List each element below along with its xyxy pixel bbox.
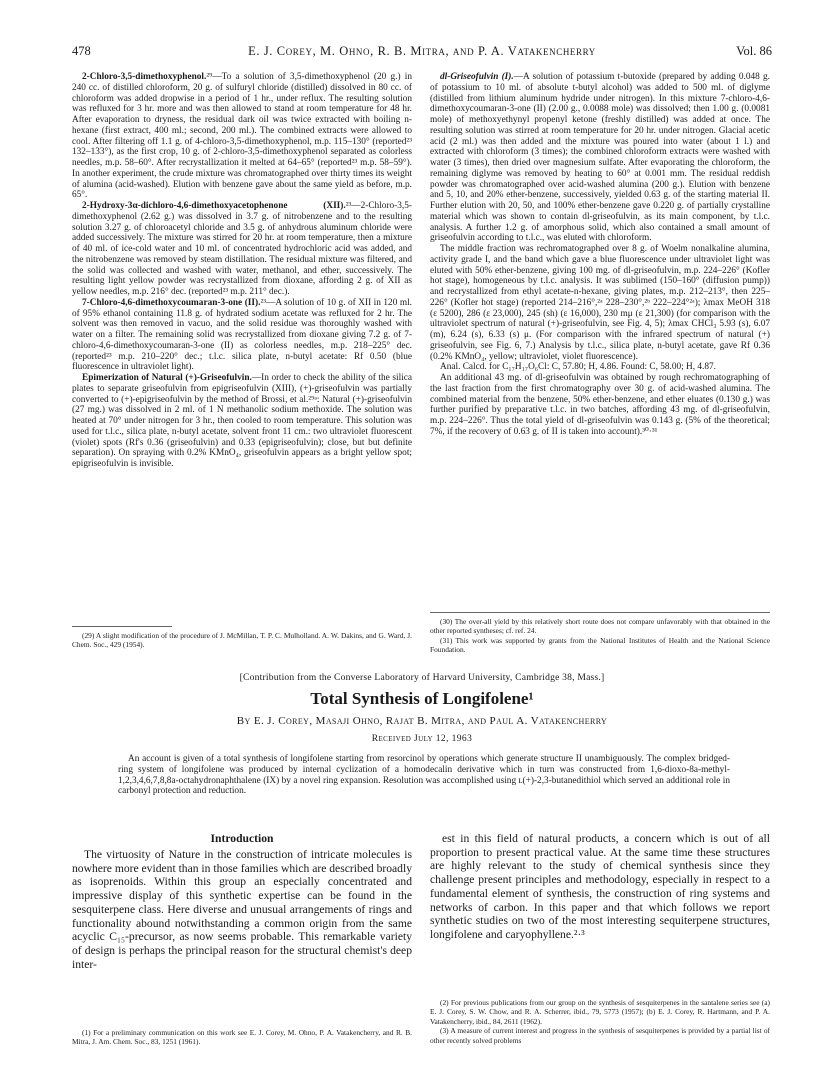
footnote-rule [72,626,172,627]
article-authors: By E. J. Corey, Masaji Ohno, Rajat B. Mitra, and Paul A. Vatakencherry [236,715,608,727]
article-title: Total Synthesis of Longifolene¹ [310,689,534,708]
footnote-rule [430,612,770,613]
footnote: (31) This work was supported by grants from the National Institutes of Health and the National Science Foundation. [430,635,770,655]
introduction-left-column [72,848,412,971]
experimental-paragraph: The middle fraction was rechromatographed over 8 g. of Woelm nonalkaline alumina, activity grade I, and the band which gave a blue fluorescence under ultraviolet light was eluted with 50% ether-benzene, giving 100 mg. of dl-griseofulvin, m.p. 224–226° (Kofler hot stage), homogeneous by t.l.c. analysis. It was sublimed (150–160° (diffusion pump)) and recrystallized from ethyl acetate-n-hexane, giving plates, m.p. 212–213°, then 225–226° (Kofler hot stage) (reported 214–216°,²ᵃ 228–230°,²ᵇ 222–224°²ᵃ); λmax MeOH 318 (ε 5200), 286 (ε 23,000), 245 (sh) (ε 16,000), 230 mμ (ε 21,300) (for comparison with the ultraviolet spectrum of natural (+)-griseofulvin, see Fig. 4, 5); λmax CHCl₃ 5.93 (s), 6.07 (m), 6.24 (s), 6.33 (s) μ. (For comparison with the infrared spectrum of natural (+) griseofulvin, see Fig. 6, 7.) Analysis by t.l.c., silica plate, n-butyl acetate, gave Rf 0.36 (0.2% KMnO₄, yellow; ultraviolet, violet fluorescence). [430,244,770,362]
footnote: (2) For previous publications from our group on the synthesis of sesquiterpenes in the santalene series see (a) E. J. Corey, S. W. Chow, and R. A. Scherrer, ibid., 79, 5773 (1957); (b) E. J. Corey, R. Hartmann, and P. A. Vatakencherry, ibid., 84, 2611 (1962). [430,998,770,1026]
prev-footnotes-left [72,631,412,650]
experimental-paragraph: 2-Hydroxy-3α-dichloro-4,6-dimethoxyacetophenone (XII).²³—2-Chloro-3,5-dimethoxyphenol (2.62 g.) was dissolved in 3.7 g. of nitrobenzene and to the resulting solution 3.27 g. of chloroacetyl chloride and 3.5 g. of anhydrous aluminum chloride were added successively. The mixture was stirred for 20 hr. at room temperature, then a mixture of 40 ml. of ice-cold water and 10 ml. of concentrated hydrochloric acid was added, and the nitrobenzene was removed by steam distillation. The residual mixture was filtered, and the solid was collected and washed with water, methanol, and ether, successively. The resulting light yellow powder was recrystallized from dioxane, affording 2 g. of XII as yellow needles, m.p. 216° dec. (reported²³ m.p. 211° dec.). [72,201,412,297]
footnote: (30) The over-all yield by this relatively short route does not compare unfavorably with that obtained in the other reported syntheses; cf. ref. 24. [430,617,770,636]
prev-footnotes-right [430,617,770,655]
page-number: 478 [72,44,91,58]
volume-label: Vol. 86 [736,44,772,58]
footnote: (3) A measure of current interest and progress in the synthesis of sesquiterpenes is provided by a partial list of other recently solved problems [430,1026,770,1045]
received-date: Received July 12, 1963 [371,734,473,744]
analysis-paragraph: Anal. Calcd. for C₁₇H₁₇O₆Cl: C, 57.80; H, 4.86. Found: C, 58.00; H, 4.87. [440,362,717,373]
experimental-paragraph: Epimerization of Natural (+)-Griseofulvin.—In order to check the ability of the silica plates to separate griseofulvin from epigriseofulvin (XIII), (+)-griseofulvin was partially converted to (+)-epigriseofulvin by the method of Brossi, et al.²⁹ᵃ: Natural (+)-griseofulvin (27 mg.) was dissolved in 2 ml. of 1 N methanolic sodium methoxide. The solution was heated at 70° under nitrogen for 3 hr., then cooled to room temperature. This solution was used for t.l.c., silica plate, n-butyl acetate, solvent front 11 cm.: two ultraviolet fluorescent (violet) spots (Rf's 0.36 (griseofulvin) and 0.33 (epigriseofulvin); close, but but definite separation). On spraying with 0.2% KMnO₄, griseofulvin appears as a bright yellow spot; epigriseofulvin is invisible. [72,373,412,469]
experimental-paragraph: 7-Chloro-4,6-dimethoxycoumaran-3-one (II).²³—A solution of 10 g. of XII in 120 ml. of 95% ethanol containing 11.8 g. of hydrated sodium acetate was refluxed for 2 hr. The solvent was then removed in vacuo, and the solid residue was thoroughly washed with water on a filter. The remaining solid was recrystallized from dioxane giving 7.2 g. of 7-chloro-4,6-dimethoxycoumaran-3-one (II) as colorless needles, m.p. 218–225° dec. (reported²³ m.p. 210–220° dec.; t.l.c. silica plate, n-butyl acetate: Rf 0.50 (blue fluorescence in ultraviolet light). [72,297,413,373]
article-footnotes-right [430,998,770,1045]
experimental-paragraph: 2-Chloro-3,5-dimethoxyphenol.²⁹—To a solution of 3,5-dimethoxyphenol (20 g.) in 240 cc. of distilled chloroform, 20 g. of sulfuryl chloride (distilled) dissolved in 80 cc. of chloroform was added dropwise in a period of 1 hr., under reflux. The resulting solution was refluxed for 3 hr. more and was then allowed to stand at room temperature for 48 hr. After evaporation to dryness, the residual dark oil was twice extracted with boiling n-hexane (first extract, 400 ml.; second, 200 ml.). The combined extracts were allowed to cool. After filtering off 1.1 g. of 4-chloro-3,5-dimethoxyphenol, m.p. 115–130° (reported²³ 132–133°), as the first crop, 10 g. of 2-chloro-3,5-dimethoxyphenol separated as colorless needles, m.p. 58–60°. After recrystallization it melted at 64–65° (reported²³ m.p. 58–59°). In another experiment, the crude mixture was chromatographed over thirty times its weight of alumina (acid-washed). Elution with benzene gave about the same yield as before, m.p. 65°. [72,72,412,201]
abstract [118,754,730,797]
contribution-line: [Contribution from the Converse Laboratory of Harvard University, Cambridge 38, Mass.] [239,672,605,683]
running-head: E. J. Corey, M. Ohno, R. B. Mitra, and P. A. Vatakencherry [248,44,596,58]
introduction-heading: Introduction [210,832,274,845]
running-header [72,44,772,62]
article-footnotes-left [72,1028,412,1047]
experimental-paragraph: dl-Griseofulvin (I).—A solution of potassium t-butoxide (prepared by adding 0.048 g. of potassium to 10 ml. of absolute t-butyl alcohol) was added to 500 ml. of diglyme (distilled from lithium aluminum hydride under nitrogen). In this mixture 7-chloro-4,6-dimethoxycoumaran-3-one (II) (2.00 g., 0.0088 mole) was dissolved; then 1.00 g. (0.0081 mole) of methoxyethynyl propenyl ketone (freshly distilled) was added at once. The resulting solution was stirred at room temperature for 20 hr. under nitrogen. Glacial acetic acid (2 ml.) was then added and the mixture was poured into water (about 1 l.) and extracted with chloroform (3 times); the combined chloroform extracts were washed with water (3 times), then dried over magnesium sulfate. After evaporating the chloroform, the remaining diglyme was removed by heating to 60° at 0.001 mm. The residual reddish powder was chromatographed over acid-washed alumina (200 g.). Elution with benzene and 5, 10, and 20% ether-benzene, successively, yielded 0.63 g. of the starting material II. Further elution with 20, 50, and 100% ether-benzene gave 0.220 g. of partially crystalline material which was shown to contain dl-griseofulvin, as its main component, by t.l.c. analysis. A further 1.2 g. of amorphous solid, which also contained a small amount of griseofulvin according to t.l.c., was eluted with chloroform. [430,72,770,244]
prev-article-left-column [72,72,412,470]
footnote: (29) A slight modification of the procedure of J. McMillan, T. P. C. Mulholland. A. W. Dakins, and G. Ward, J. Chem. Soc., 429 (1954). [72,631,412,650]
experimental-paragraph: An additional 43 mg. of dl-griseofulvin was obtained by rough rechromatographing of the last fraction from the first chromatography over 30 g. of acid-washed alumina. The combined material from the benzene, 50% ether-benzene, and ether eluates (0.130 g.) was further purified by preparative t.l.c. in two batches, affording 43 mg. of dl-griseofulvin, m.p. 224–226°. Thus the total yield of dl-griseofulvin was 0.143 g. (5% of the theoretical; 7%, if the recovery of 0.63 g. of II is taken into account).³⁰·³¹ [430,373,770,437]
body-paragraph: est in this field of natural products, a concern which is out of all proportion to present practical value. At the same time these structures are highly relevant to the study of chemical synthesis since they challenge present principles and methodology, especially in respect to a fundamental element of synthesis, the construction of ring systems and networks of carbon. In this paper and that which follows we report synthetic studies on two of the most interesting sequiterpene structures, longifolene and caryophyllene.²·³ [430,832,770,941]
abstract-text: An account is given of a total synthesis of longifolene starting from resorcinol by operations which generate structure II unambiguously. The complex bridged-ring system of longifolene was produced by internal cyclization of a homodecalin derivative which in turn was constructed from 1,6-dioxo-8a-methyl-1,2,3,4,6,7,8,8a-octahydronaphthalene (IX) by a novel ring expansion. Resolution was accomplished using ʟ(+)-2,3-butanedithiol which served an additional role in carbonyl protection and reduction. [118,754,730,797]
footnote: (1) For a preliminary communication on this work see E. J. Corey, M. Ohno, P. A. Vatakencherry, and R. B. Mitra, J. Am. Chem. Soc., 83, 1251 (1961). [72,1028,412,1047]
prev-article-right-column [430,72,770,438]
body-paragraph: The virtuosity of Nature in the construction of intricate molecules is nowhere more evident than in those families which are described broadly as isoprenoids. Within this group an especially concentrated and impressive display of this synthetic expertise can be found in the sesquiterpene class. Here diverse and unusual arrangements of rings and functionality abound notwithstanding a common origin from the same acyclic C₁₅-precursor, as now seems probable. This remarkable variety of design is perhaps the principal reason for the structural chemist's deep inter- [72,848,412,971]
introduction-right-column [430,832,770,942]
